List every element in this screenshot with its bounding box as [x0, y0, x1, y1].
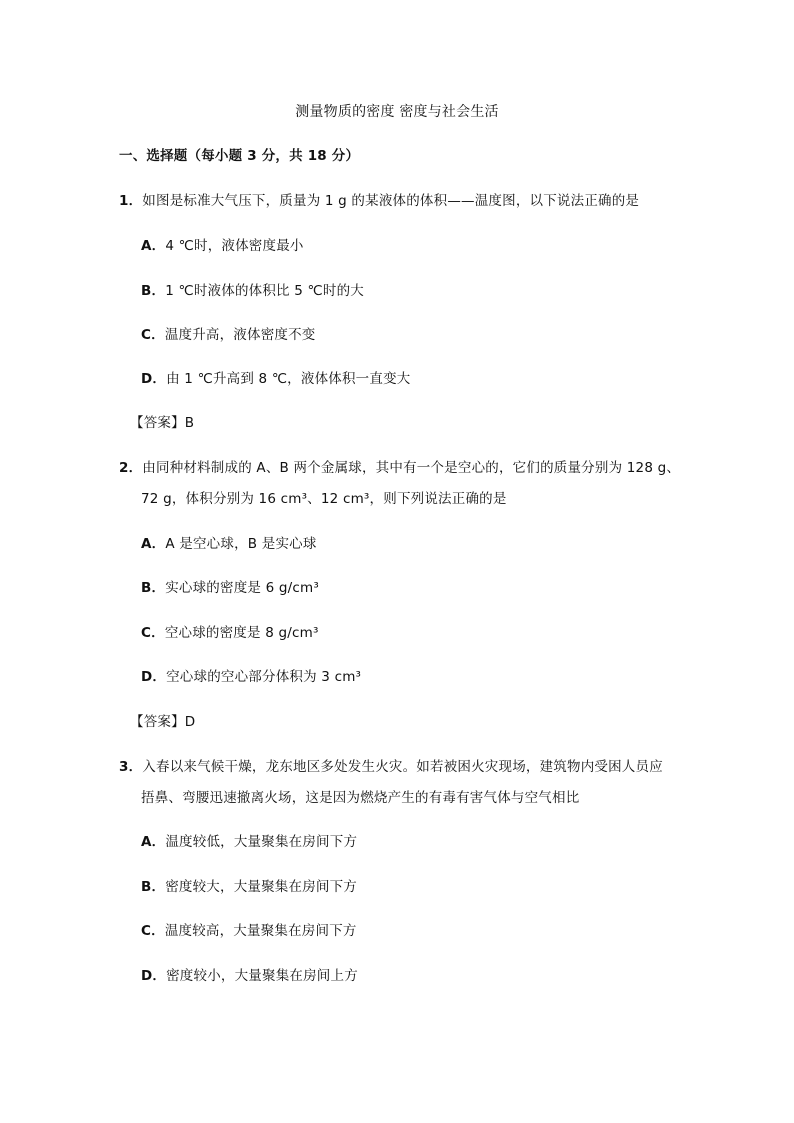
question-1-option-a — [141, 237, 304, 255]
question-3-stem-continued: 捂鼻、弯腰迅速撤离火场，这是因为燃烧产生的有毒有害气体与空气相比 — [141, 790, 580, 806]
question-2-text: 由同种材料制成的 A、B 两个金属球，其中有一个是空心的，它们的质量分别为 128 g、 — [142, 460, 681, 476]
option-text: 温度较高，大量聚集在房间下方 — [164, 923, 357, 939]
question-3-stem — [119, 758, 663, 776]
option-key: A． — [141, 238, 166, 254]
question-2-option-a — [141, 535, 317, 553]
option-text: 空心球的空心部分体积为 3 cm³ — [166, 669, 362, 685]
option-text: 密度较小，大量聚集在房间上方 — [166, 968, 358, 984]
option-key: A． — [141, 834, 166, 850]
question-3-text: 入春以来气候干燥，龙东地区多处发生火灾。如若被困火灾现场，建筑物内受困人员应 — [142, 759, 663, 775]
question-3-number: 3． — [119, 759, 143, 775]
option-key: C． — [141, 923, 165, 939]
option-key: C． — [141, 327, 165, 343]
question-3-option-d — [141, 967, 358, 985]
question-2-option-c — [141, 624, 319, 642]
question-3-option-a — [141, 833, 357, 851]
question-1-answer: 【答案】B — [130, 415, 195, 431]
option-text: 空心球的密度是 8 g/cm³ — [164, 625, 319, 641]
question-2-option-b — [141, 579, 319, 597]
option-key: B． — [141, 580, 166, 596]
question-1-option-b — [141, 282, 364, 300]
question-2-stem-continued: 72 g，体积分别为 16 cm³、12 cm³，则下列说法正确的是 — [141, 491, 507, 507]
option-text: 由 1 ℃升高到 8 ℃，液体体积一直变大 — [166, 371, 411, 387]
question-1-option-d — [141, 370, 410, 388]
option-text: 1 ℃时液体的体积比 5 ℃时的大 — [165, 283, 364, 299]
question-1-number: 1． — [119, 193, 143, 209]
question-3-option-b — [141, 878, 357, 896]
option-key: B． — [141, 879, 166, 895]
option-text: A 是空心球，B 是实心球 — [165, 536, 317, 552]
section-heading: 一、选择题（每小题 3 分，共 18 分） — [119, 148, 360, 164]
question-2-answer: 【答案】D — [130, 714, 196, 730]
option-text: 温度较低，大量聚集在房间下方 — [165, 834, 358, 850]
option-key: C． — [141, 625, 165, 641]
question-1-text: 如图是标准大气压下，质量为 1 g 的某液体的体积——温度图，以下说法正确的是 — [142, 193, 640, 209]
question-3-option-c — [141, 922, 357, 940]
option-text: 实心球的密度是 6 g/cm³ — [165, 580, 319, 596]
option-key: D． — [141, 371, 167, 387]
question-2-number: 2． — [119, 460, 143, 476]
question-1-option-c — [141, 326, 316, 344]
option-key: A． — [141, 536, 166, 552]
option-text: 温度升高，液体密度不变 — [164, 327, 316, 343]
option-key: D． — [141, 669, 167, 685]
question-1-stem — [119, 192, 639, 210]
page-title: 测量物质的密度 密度与社会生活 — [295, 104, 499, 120]
option-key: B． — [141, 283, 166, 299]
option-key: D． — [141, 968, 167, 984]
question-2-option-d — [141, 668, 361, 686]
option-text: 4 ℃时，液体密度最小 — [165, 238, 304, 254]
question-2-stem — [119, 459, 680, 477]
option-text: 密度较大，大量聚集在房间下方 — [165, 879, 358, 895]
